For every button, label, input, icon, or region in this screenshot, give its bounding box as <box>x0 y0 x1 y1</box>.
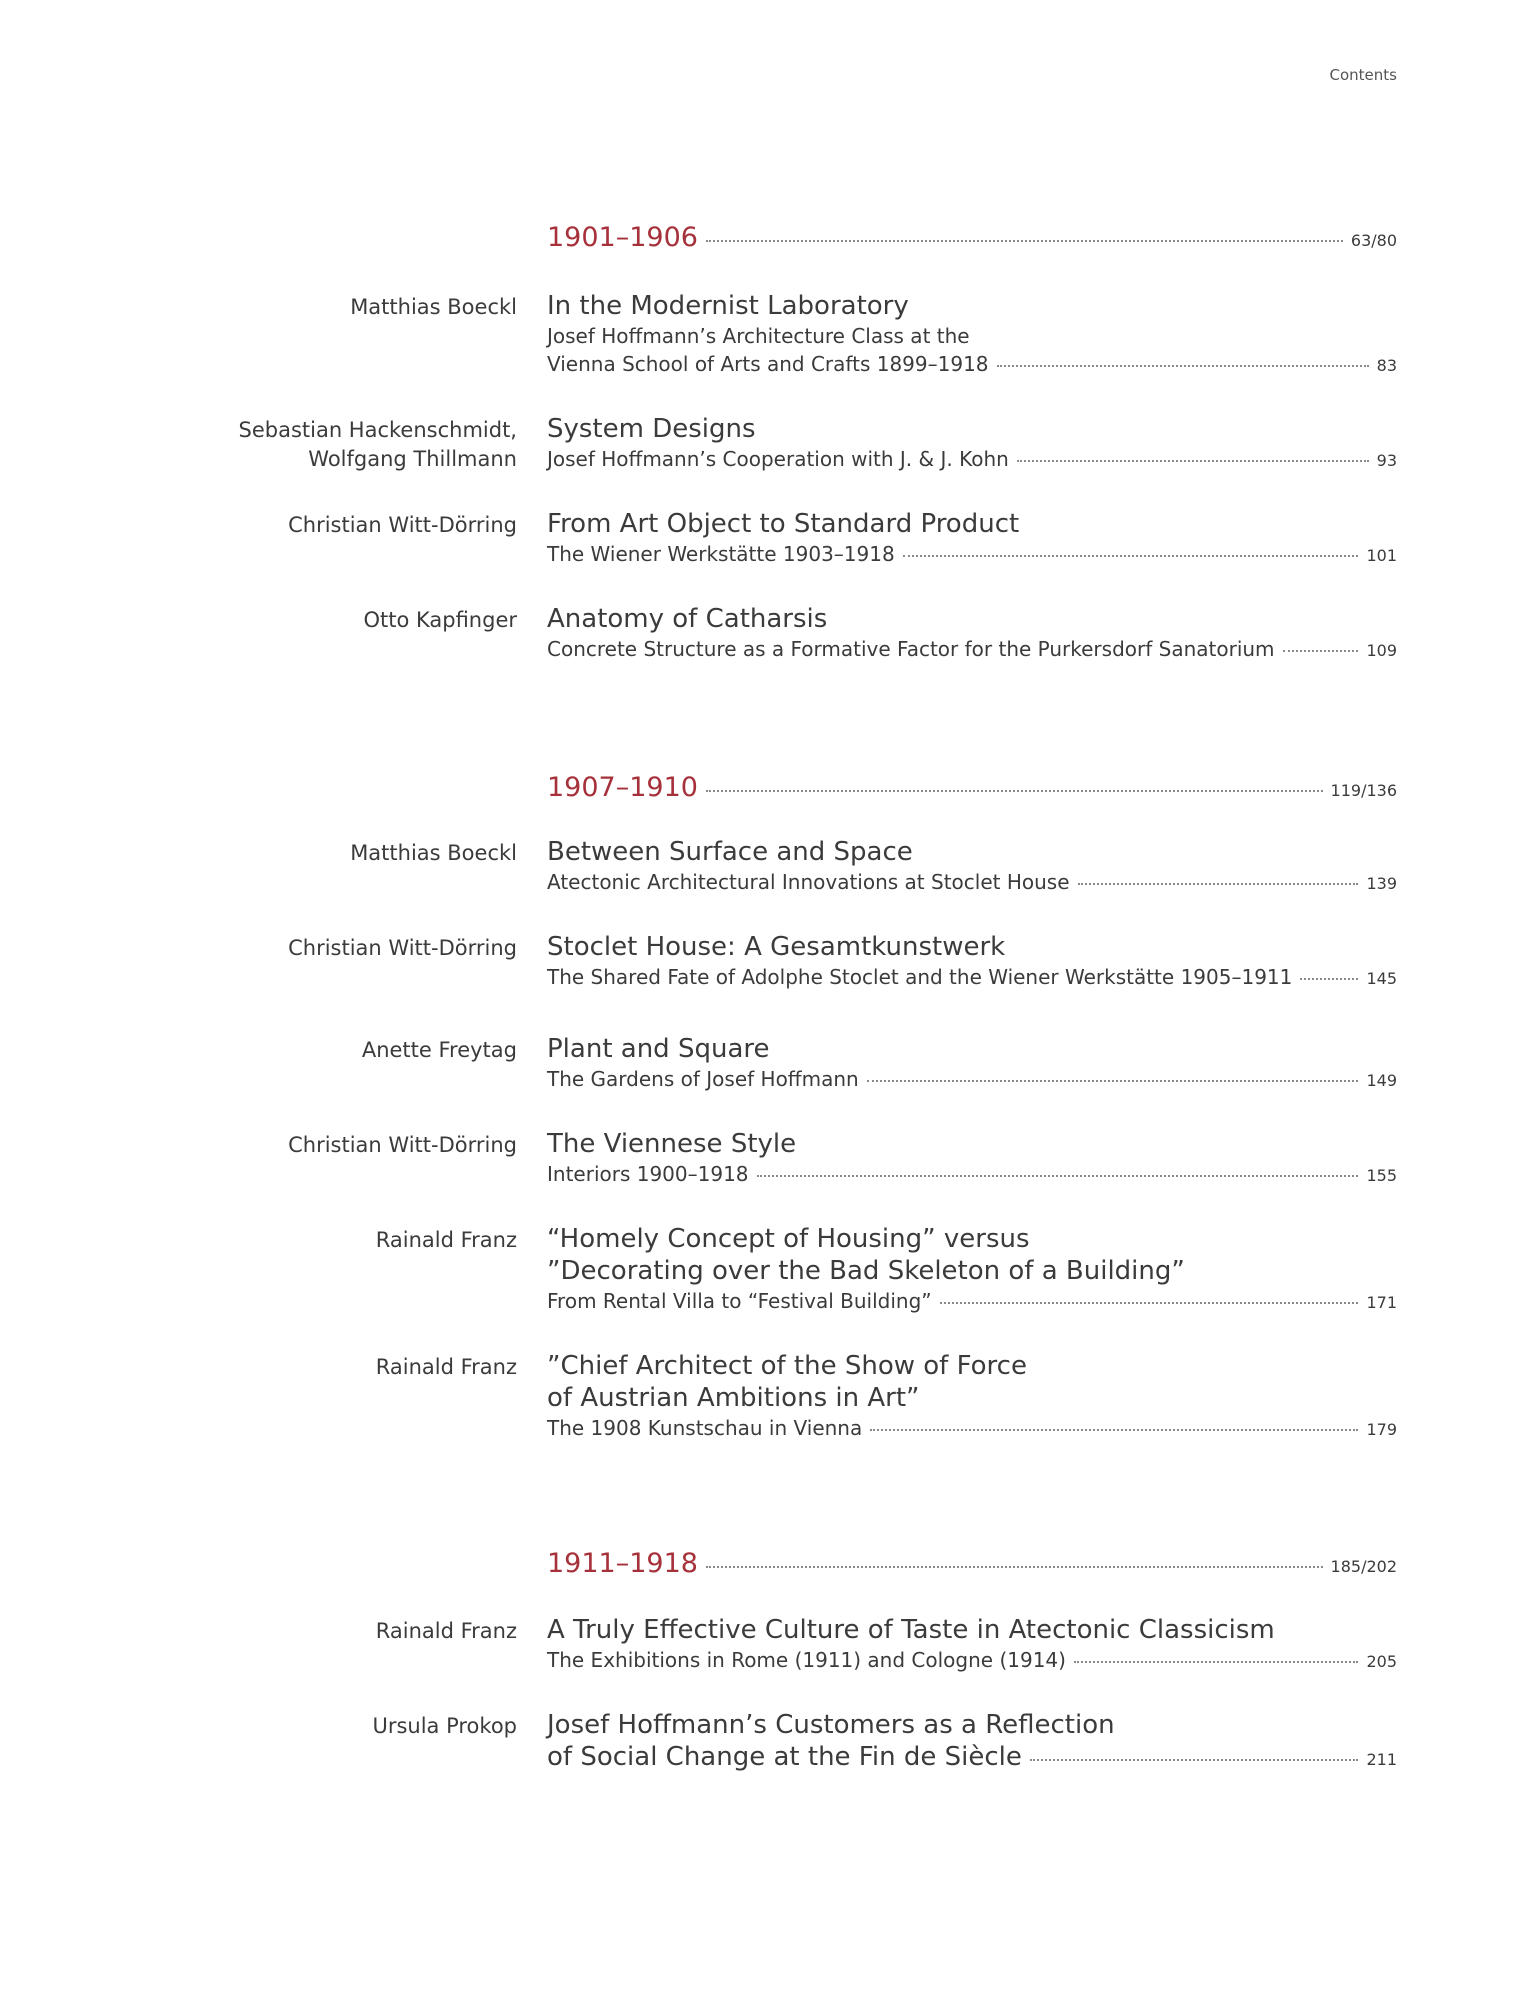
author: Christian Witt-Dörring <box>288 513 517 537</box>
dot-leader <box>1078 883 1359 885</box>
entry-subtitle: Interiors 1900–1918 <box>547 1162 749 1186</box>
entry-title: of Austrian Ambitions in Art” <box>547 1383 920 1413</box>
dot-leader <box>903 555 1359 557</box>
dot-leader <box>706 240 1343 242</box>
page-number: 179 <box>1366 1420 1397 1439</box>
entry-title: A Truly Effective Culture of Taste in Atectonic Classicism <box>547 1615 1275 1645</box>
page-number: 149 <box>1366 1071 1397 1090</box>
entry-subtitle: The Exhibitions in Rome (1911) and Cologne (1914) <box>547 1648 1066 1672</box>
entry-subtitle: The Shared Fate of Adolphe Stoclet and the Wiener Werkstätte 1905–1911 <box>547 965 1293 989</box>
entry-title: Plant and Square <box>547 1034 770 1064</box>
period-label: 1901–1906 <box>547 222 698 253</box>
dot-leader <box>870 1429 1358 1431</box>
page-number: 109 <box>1366 641 1397 660</box>
dot-leader <box>706 1566 1323 1568</box>
entry-title: System Designs <box>547 414 756 444</box>
author: Ursula Prokop <box>372 1714 517 1738</box>
period-label: 1907–1910 <box>547 772 698 803</box>
page-number: 83 <box>1376 356 1397 375</box>
dot-leader <box>1300 978 1358 980</box>
period-heading-1901-1906[interactable] <box>547 222 1397 253</box>
entry-title: of Social Change at the Fin de Siècle <box>547 1742 1022 1772</box>
dot-leader <box>867 1080 1359 1082</box>
entry-title: The Viennese Style <box>547 1129 797 1159</box>
dot-leader <box>1030 1759 1359 1761</box>
entry-title: ”Decorating over the Bad Skeleton of a Building” <box>547 1256 1185 1286</box>
entry-title: Anatomy of Catharsis <box>547 604 828 634</box>
author: Anette Freytag <box>361 1038 517 1062</box>
author: Rainald Franz <box>375 1228 517 1252</box>
entry-title: Stoclet House: A Gesamtkunstwerk <box>547 932 1006 962</box>
entry-title: From Art Object to Standard Product <box>547 509 1020 539</box>
dot-leader <box>706 790 1323 792</box>
dot-leader <box>1017 460 1369 462</box>
period-pages: 119/136 <box>1330 781 1397 800</box>
page-number: 171 <box>1366 1293 1397 1312</box>
entry-subtitle: Atectonic Architectural Innovations at Stoclet House <box>547 870 1070 894</box>
entry-title: ”Chief Architect of the Show of Force <box>547 1351 1027 1381</box>
page-number: 101 <box>1366 546 1397 565</box>
author: Otto Kapfinger <box>363 608 517 632</box>
period-label: 1911–1918 <box>547 1548 698 1579</box>
page-number: 155 <box>1366 1166 1397 1185</box>
running-head: Contents <box>1329 66 1397 84</box>
page-number: 145 <box>1366 969 1397 988</box>
page-number: 211 <box>1366 1750 1397 1769</box>
entry-subtitle: Concrete Structure as a Formative Factor for the Purkersdorf Sanatorium <box>547 637 1275 661</box>
author: Rainald Franz <box>375 1619 517 1643</box>
entry-subtitle: The Gardens of Josef Hoffmann <box>547 1067 859 1091</box>
entry-subtitle: The Wiener Werkstätte 1903–1918 <box>547 542 895 566</box>
author: Christian Witt-Dörring <box>288 936 517 960</box>
entry-subtitle: Josef Hoffmann’s Cooperation with J. & J. Kohn <box>547 447 1009 471</box>
author: Christian Witt-Dörring <box>288 1133 517 1157</box>
author-line: Wolfgang Thillmann <box>308 447 517 471</box>
entry-subtitle: The 1908 Kunstschau in Vienna <box>547 1416 863 1440</box>
author: Matthias Boeckl <box>350 295 517 319</box>
period-pages: 63/80 <box>1350 231 1397 250</box>
period-pages: 185/202 <box>1330 1557 1397 1576</box>
dot-leader <box>940 1302 1359 1304</box>
entry-subtitle: From Rental Villa to “Festival Building” <box>547 1289 932 1313</box>
entry-subtitle: Vienna School of Arts and Crafts 1899–1918 <box>547 352 989 376</box>
period-heading-1907-1910[interactable] <box>547 772 1397 803</box>
period-heading-1911-1918[interactable] <box>547 1548 1397 1579</box>
page-number: 93 <box>1376 451 1397 470</box>
author-line: Sebastian Hackenschmidt, <box>238 418 517 442</box>
author: Matthias Boeckl <box>350 841 517 865</box>
author <box>177 416 517 474</box>
entry-title: In the Modernist Laboratory <box>547 291 909 321</box>
dot-leader <box>1074 1661 1359 1663</box>
entry-title: Between Surface and Space <box>547 837 913 867</box>
entry-title: “Homely Concept of Housing” versus <box>547 1224 1030 1254</box>
dot-leader <box>757 1175 1359 1177</box>
author: Rainald Franz <box>375 1355 517 1379</box>
entry-subtitle: Josef Hoffmann’s Architecture Class at the <box>547 324 970 348</box>
entry-title: Josef Hoffmann’s Customers as a Reflection <box>547 1710 1115 1740</box>
dot-leader <box>997 365 1369 367</box>
page-number: 139 <box>1366 874 1397 893</box>
dot-leader <box>1283 650 1359 652</box>
page-number: 205 <box>1366 1652 1397 1671</box>
